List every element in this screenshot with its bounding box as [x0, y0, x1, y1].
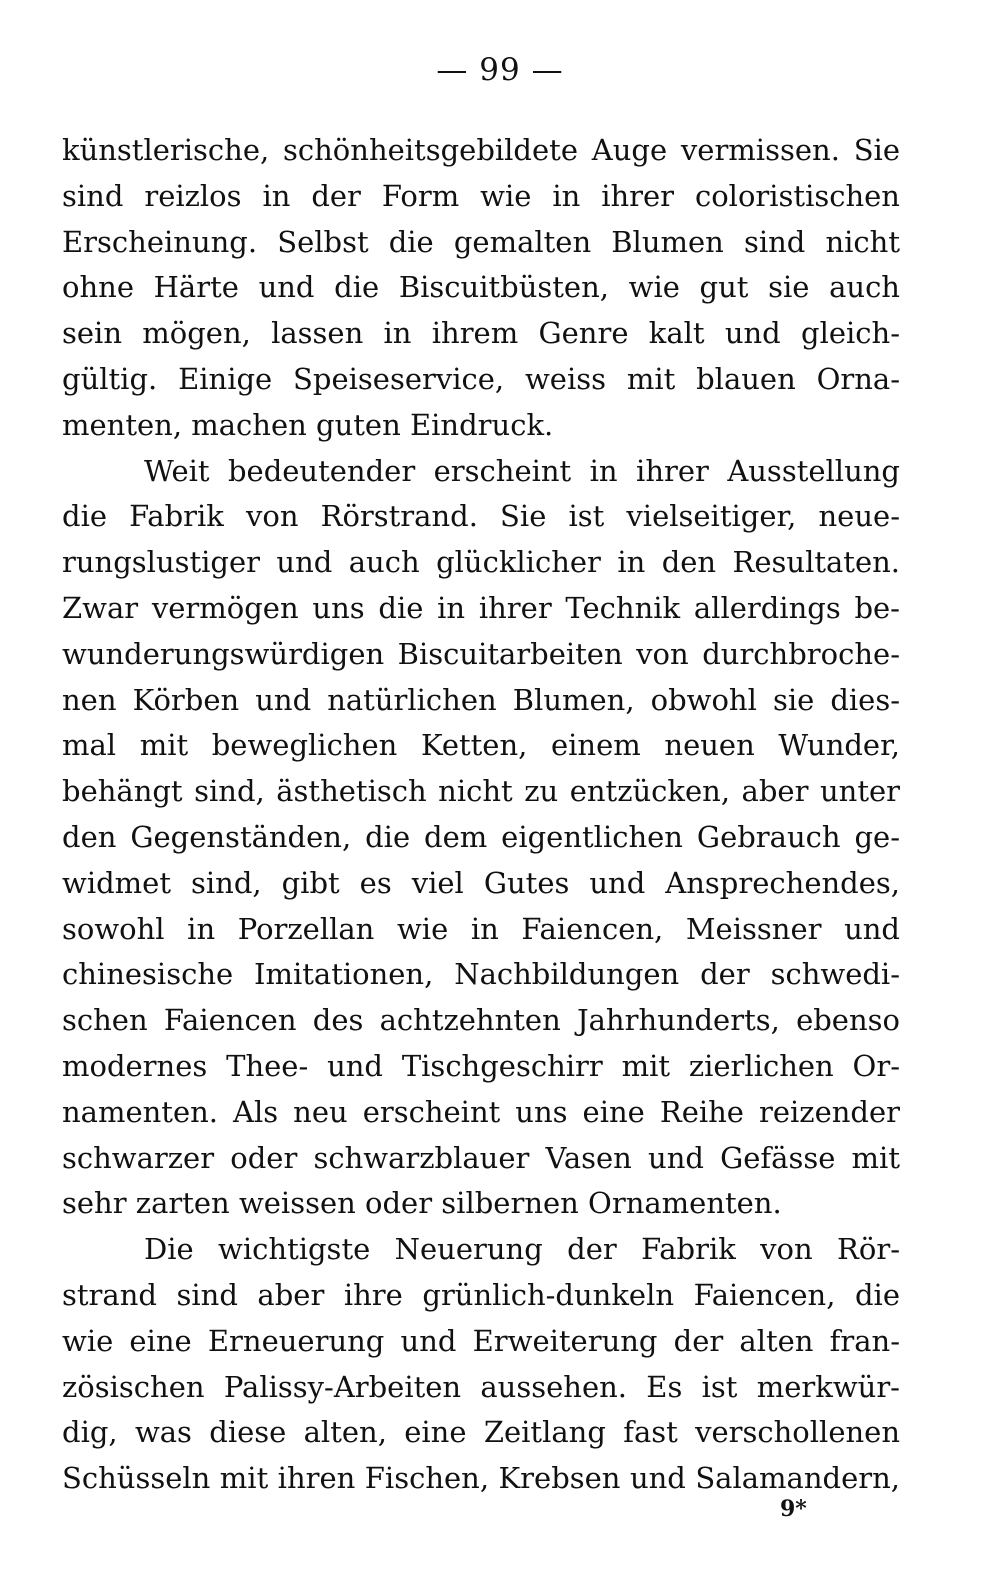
- text-line: schen Faiencen des achtzehnten Jahrhunderts, ebenso: [62, 1003, 900, 1038]
- text-line: künstlerische, schönheitsgebildete Auge vermissen. Sie: [62, 133, 900, 167]
- text-line: sowohl in Porzellan wie in Faiencen, Meissner und: [62, 911, 900, 946]
- text-line: menten, machen guten Eindruck.: [62, 407, 554, 442]
- text-line: namenten. Als neu erscheint uns eine Reihe reizender: [62, 1094, 900, 1129]
- text-line: chinesische Imitationen, Nachbildungen der schwedi-: [62, 957, 900, 992]
- text-line: sehr zarten weissen oder silbernen Ornamenten.: [62, 1186, 782, 1221]
- text-line: die Fabrik von Rörstrand. Sie ist vielseitiger, neue-: [62, 499, 900, 534]
- body-text: [62, 128, 900, 1502]
- text-line: schwarzer oder schwarzblauer Vasen und Gefässe mit: [62, 1140, 900, 1175]
- text-line: Zwar vermögen uns die in ihrer Technik allerdings be-: [62, 590, 900, 625]
- text-line: strand sind aber ihre grünlich-dunkeln Faiencen, die: [62, 1277, 900, 1312]
- text-line: Weit bedeutender erscheint in ihrer Ausstellung: [144, 453, 900, 488]
- text-line: modernes Thee- und Tischgeschirr mit zierlichen Or-: [62, 1048, 900, 1083]
- text-line: wunderungswürdigen Biscuitarbeiten von durchbroche-: [62, 636, 900, 671]
- text-line: sein mögen, lassen in ihrem Genre kalt und gleich-: [62, 316, 900, 351]
- text-line: Schüsseln mit ihren Fischen, Krebsen und Salamandern,: [62, 1461, 900, 1496]
- text-line: sind reizlos in der Form wie in ihrer coloristischen: [62, 178, 900, 213]
- text-line: gültig. Einige Speiseservice, weiss mit blauen Orna-: [62, 361, 900, 396]
- text-line: Erscheinung. Selbst die gemalten Blumen sind nicht: [62, 224, 900, 259]
- signature-mark: 9*: [780, 1496, 807, 1522]
- text-line: widmet sind, gibt es viel Gutes und Ansprechendes,: [62, 865, 900, 900]
- text-line: dig, was diese alten, eine Zeitlang fast verschollenen: [62, 1415, 900, 1450]
- text-line: rungslustiger und auch glücklicher in den Resultaten.: [62, 545, 900, 580]
- text-line: ohne Härte und die Biscuitbüsten, wie gut sie auch: [62, 270, 900, 305]
- text-line: Die wichtigste Neuerung der Fabrik von Rör-: [144, 1232, 900, 1267]
- text-line: den Gegenständen, die dem eigentlichen Gebrauch ge-: [62, 819, 900, 854]
- text-line: zösischen Palissy-Arbeiten aussehen. Es ist merkwür-: [62, 1369, 900, 1404]
- page-number: — 99 —: [436, 52, 564, 88]
- text-line: wie eine Erneuerung und Erweiterung der alten fran-: [62, 1323, 900, 1358]
- text-line: mal mit beweglichen Ketten, einem neuen Wunder,: [62, 728, 900, 763]
- text-line: nen Körben und natürlichen Blumen, obwohl sie dies-: [62, 682, 900, 717]
- text-line: behängt sind, ästhetisch nicht zu entzücken, aber unter: [62, 774, 900, 809]
